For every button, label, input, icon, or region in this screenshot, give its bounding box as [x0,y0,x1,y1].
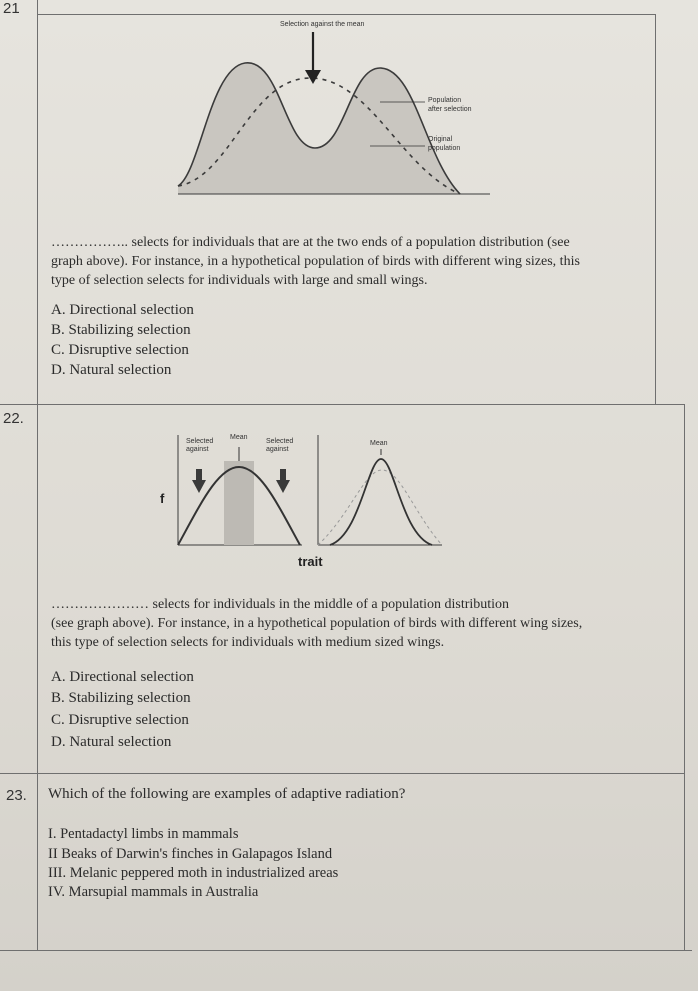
q21-option-d[interactable]: D. Natural selection [51,362,172,378]
q21-text-line-2: graph above). For instance, in a hypothetical population of birds with different wing sizes, this [51,254,580,269]
table-bottom [0,950,692,951]
right-border-lower [684,404,685,950]
population-after-selection-area [178,63,460,194]
q21-option-a[interactable]: A. Directional selection [51,302,194,318]
question-number: 22. [3,410,24,427]
row-divider-21-22 [0,404,685,405]
right-border [655,14,656,404]
label-population-after-2: after selection [428,106,472,113]
row-divider-22-23 [0,773,685,774]
figure-title: Selection against the mean [280,21,365,28]
f-label: f [160,491,165,506]
disruptive-selection-figure [170,8,500,198]
label-original-1: Original [428,136,453,143]
q22-text-line-1: ………………… selects for individuals in the middle of a population distribution [51,597,510,612]
q23-item-1: I. Pentadactyl limbs in mammals [48,826,239,842]
q21-text-line-1: …………….. selects for individuals that are at the two ends of a population distribution (see [51,235,570,250]
trait-label: trait [298,554,323,569]
selection-arrow-head [305,70,321,84]
stabilizing-selection-figure [150,425,450,575]
selected-against-left-1: Selected [186,438,214,445]
q22-option-c[interactable]: C. Disruptive selection [51,712,189,728]
q21-option-b[interactable]: B. Stabilizing selection [51,322,191,338]
q21-text-line-3: type of selection selects for individuals with large and small wings. [51,273,428,288]
label-population-after-1: Population [428,97,462,104]
mean-label-left: Mean [230,434,248,441]
question-number: 21 [3,0,20,17]
selected-middle-band [224,461,254,545]
right-original-curve [318,470,442,545]
q22-option-b[interactable]: B. Stabilizing selection [51,690,191,706]
selected-against-right-2: against [266,446,289,453]
column-divider [37,0,38,950]
selected-against-right-1: Selected [266,438,294,445]
mean-label-right: Mean [370,440,388,447]
question-number: 23. [6,787,27,804]
q23-item-2: II Beaks of Darwin's finches in Galapagos Island [48,846,333,862]
q23-question: Which of the following are examples of adaptive radiation? [48,786,406,802]
q21-option-c[interactable]: C. Disruptive selection [51,342,189,358]
selected-against-left-2: against [186,446,209,453]
q22-text-line-3: this type of selection selects for individuals with medium sized wings. [51,635,445,650]
q22-option-a[interactable]: A. Directional selection [51,669,194,685]
label-original-2: population [428,145,461,152]
q23-item-4: IV. Marsupial mammals in Australia [48,884,259,900]
q23-item-3: III. Melanic peppered moth in industrialized areas [48,865,339,881]
right-selected-curve [330,459,432,545]
q22-text-line-2: (see graph above). For instance, in a hypothetical population of birds with different wing sizes, [51,616,583,631]
q22-option-d[interactable]: D. Natural selection [51,734,172,750]
